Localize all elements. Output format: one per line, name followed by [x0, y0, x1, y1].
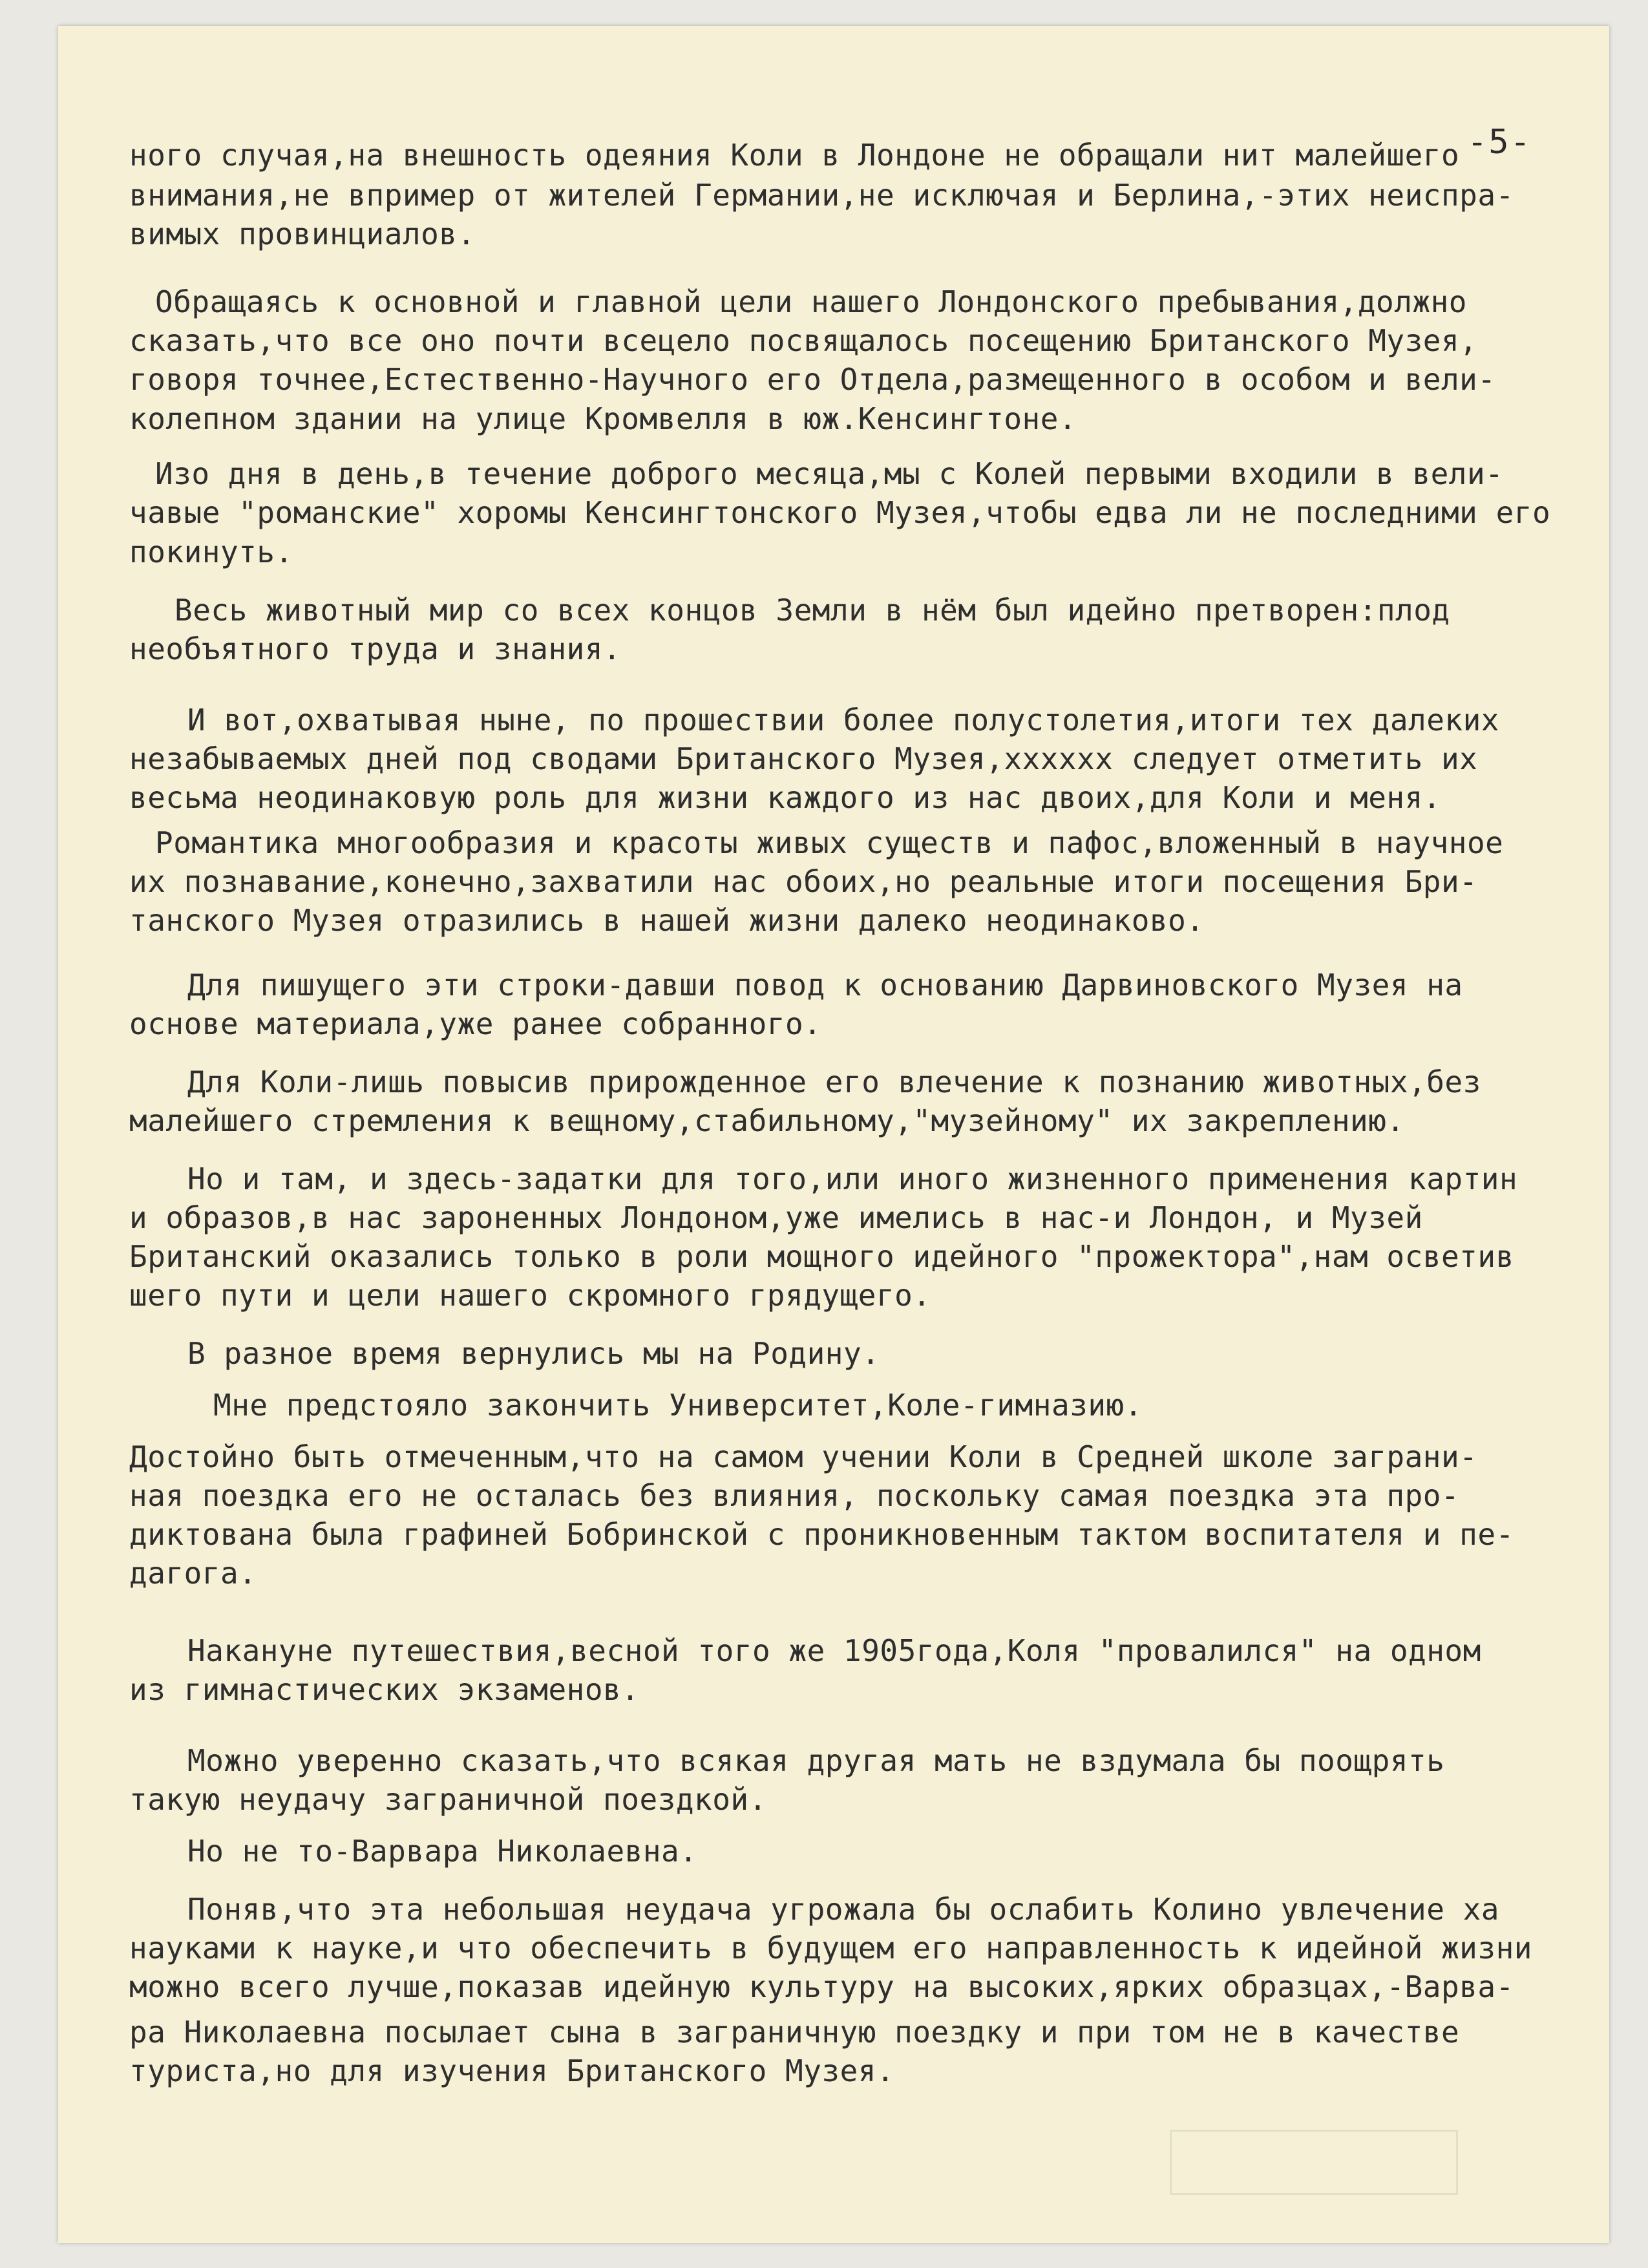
page-number: -5-: [1467, 123, 1532, 162]
text-line: внимания,не впример от жителей Германии,не исключая и Берлина,-этих неиспра-: [129, 178, 1514, 213]
text-line: колепном здании на улице Кромвелля в юж.Кенсингтоне.: [129, 401, 1077, 436]
text-line: Достойно быть отмеченным,что на самом учении Коли в Средней школе заграни-: [129, 1439, 1478, 1474]
text-line: дагога.: [129, 1556, 257, 1591]
text-line: малейшего стремления к вещному,стабильному,"музейному" их закреплению.: [129, 1103, 1405, 1138]
text-line: танского Музея отразились в нашей жизни далеко неодинаково.: [129, 903, 1205, 938]
text-line: Мне предстояло закончить Университет,Коле-гимназию.: [213, 1388, 1143, 1423]
faded-stamp: [1170, 2130, 1458, 2195]
text-line: диктована была графиней Бобринской с проникновенным тактом воспитателя и пе-: [129, 1517, 1514, 1552]
text-line: сказать,что все оно почти всецело посвящалось посещению Британского Музея,: [129, 323, 1478, 358]
text-line: ная поездка его не осталась без влияния, поскольку самая поездка эта про-: [129, 1478, 1460, 1513]
text-line: Для пишущего эти строки-давши повод к основанию Дарвиновского Музея на: [187, 968, 1463, 1002]
text-line: чавые "романские" хоромы Кенсингтонского Музея,чтобы едва ли не последними его: [129, 495, 1551, 530]
text-line: такую неудачу заграничной поездкой.: [129, 1782, 767, 1817]
text-line: Поняв,что эта небольшая неудача угрожала бы ослабить Колино увлечение ха: [187, 1892, 1499, 1927]
document-page: [58, 26, 1609, 2243]
text-line: В разное время вернулись мы на Родину.: [187, 1336, 880, 1371]
text-line: необъятного труда и знания.: [129, 631, 622, 666]
text-line: науками к науке,и что обеспечить в будущем его направленность к идейной жизни: [129, 1931, 1532, 1966]
text-line: Обращаясь к основной и главной цели нашего Лондонского пребывания,должно: [155, 284, 1467, 319]
text-line: Изо дня в день,в течение доброго месяца,мы с Колей первыми входили в вели-: [155, 456, 1504, 491]
text-line: их познавание,конечно,захватили нас обоих,но реальные итоги посещения Бри-: [129, 864, 1478, 899]
text-line: основе материала,уже ранее собранного.: [129, 1006, 822, 1041]
text-line: ного случая,на внешность одеяния Коли в Лондоне не обращали нит малейшего: [129, 138, 1460, 173]
text-line: Для Коли-лишь повысив прирожденное его влечение к познанию животных,без: [187, 1065, 1481, 1099]
text-line: из гимнастических экзаменов.: [129, 1672, 640, 1707]
text-line: незабываемых дней под сводами Британского Музея,хххххх следует отметить их: [129, 741, 1478, 776]
text-line: Британский оказались только в роли мощного идейного "прожектора",нам осветив: [129, 1239, 1514, 1274]
text-line: туриста,но для изучения Британского Музея.: [129, 2053, 895, 2088]
text-line: Накануне путешествия,весной того же 1905года,Коля "провалился" на одном: [187, 1633, 1481, 1668]
text-line: и образов,в нас зароненных Лондоном,уже имелись в нас-и Лондон, и Музей: [129, 1200, 1423, 1235]
text-line: Весь животный мир со всех концов Земли в нём был идейно претворен:плод: [174, 593, 1450, 628]
text-line: вимых провинциалов.: [129, 217, 476, 251]
text-line: ра Николаевна посылает сына в заграничную поездку и при том не в качестве: [129, 2015, 1460, 2050]
text-line: говоря точнее,Естественно-Научного его Отдела,размещенного в особом и вели-: [129, 362, 1496, 397]
text-line: И вот,охватывая ныне, по прошествии более полустолетия,итоги тех далеких: [187, 703, 1499, 737]
text-line: шего пути и цели нашего скромного грядущего.: [129, 1278, 931, 1313]
text-line: можно всего лучше,показав идейную культуру на высоких,ярких образцах,-Варва-: [129, 1969, 1514, 2004]
text-body: [58, 26, 1609, 2243]
text-line: Можно уверенно сказать,что всякая другая мать не вздумала бы поощрять: [187, 1743, 1445, 1778]
text-line: покинуть.: [129, 535, 293, 569]
text-line: Но не то-Варвара Николаевна.: [187, 1834, 698, 1869]
text-line: Романтика многообразия и красоты живых существ и пафос,вложенный в научное: [155, 825, 1504, 860]
text-line: Но и там, и здесь-задатки для того,или иного жизненного применения картин: [187, 1161, 1518, 1196]
text-line: весьма неодинаковую роль для жизни каждого из нас двоих,для Коли и меня.: [129, 780, 1441, 815]
